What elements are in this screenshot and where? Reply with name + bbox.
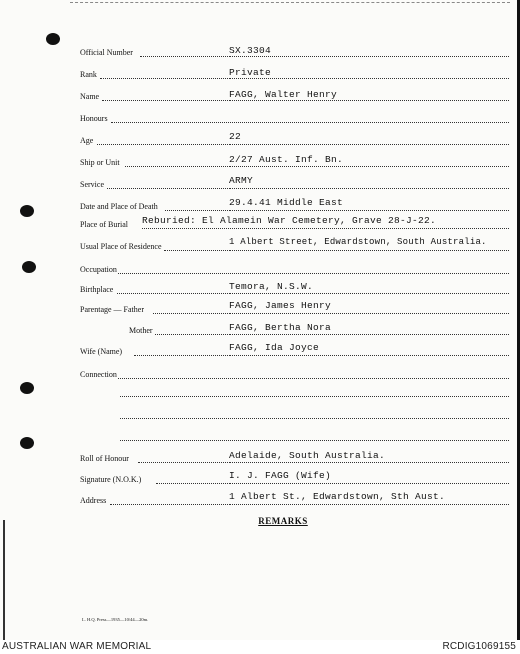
field-label: Address bbox=[80, 496, 107, 505]
dotted-line bbox=[110, 504, 228, 505]
punch-hole-icon bbox=[20, 382, 34, 394]
field-occupation bbox=[0, 263, 520, 277]
field-label: Honours bbox=[80, 114, 108, 123]
dotted-line bbox=[229, 355, 509, 356]
footer-source: AUSTRALIAN WAR MEMORIAL bbox=[2, 641, 152, 652]
remarks-heading: REMARKS bbox=[258, 516, 308, 526]
dotted-line bbox=[102, 100, 228, 101]
dotted-line bbox=[229, 188, 509, 189]
dotted-line bbox=[153, 313, 228, 314]
field-label: Connection bbox=[80, 370, 117, 379]
field-value: 22 bbox=[229, 131, 242, 142]
dotted-line bbox=[229, 334, 509, 335]
field-wife bbox=[0, 342, 520, 359]
punch-hole-icon bbox=[20, 437, 34, 449]
field-label: Place of Burial bbox=[80, 220, 128, 229]
field-value: FAGG, Bertha Nora bbox=[229, 322, 332, 333]
field-ship-or-unit bbox=[0, 156, 520, 170]
field-date-place-death bbox=[0, 197, 520, 214]
field-label: Birthplace bbox=[80, 285, 114, 294]
punch-hole-icon bbox=[46, 33, 60, 45]
field-signature bbox=[0, 470, 520, 487]
dotted-line bbox=[134, 355, 228, 356]
field-label: Occupation bbox=[80, 265, 117, 274]
dotted-line bbox=[156, 483, 228, 484]
field-address bbox=[0, 491, 520, 508]
top-edge-marks bbox=[70, 2, 510, 6]
field-value: Private bbox=[229, 67, 272, 78]
footer-record-id: RCDIG1069155 bbox=[442, 641, 516, 652]
field-value: FAGG, Walter Henry bbox=[229, 89, 338, 100]
dotted-line bbox=[164, 250, 228, 251]
dotted-line bbox=[229, 462, 509, 463]
dotted-line bbox=[118, 273, 509, 274]
field-roll-of-honour bbox=[0, 452, 520, 466]
printer-note: L. H.Q. Press—1935—10/44—20m. bbox=[82, 617, 149, 622]
dotted-line bbox=[229, 293, 509, 294]
field-value: Temora, N.S.W. bbox=[229, 281, 314, 292]
scan-edge-left bbox=[3, 520, 5, 640]
dotted-line bbox=[165, 210, 228, 211]
dotted-line bbox=[229, 166, 509, 167]
field-value: Adelaide, South Australia. bbox=[229, 450, 386, 461]
field-value: Reburied: El Alamein War Cemetery, Grave 28-J-22. bbox=[142, 215, 437, 226]
field-label: Name bbox=[80, 92, 100, 101]
field-honours bbox=[0, 112, 520, 126]
field-value: FAGG, Ida Joyce bbox=[229, 342, 320, 353]
dotted-line bbox=[140, 56, 228, 57]
field-value: SX.3304 bbox=[229, 45, 272, 56]
field-label: Age bbox=[80, 136, 94, 145]
dotted-line bbox=[120, 440, 509, 441]
field-name bbox=[0, 90, 520, 104]
dotted-line bbox=[229, 210, 509, 211]
field-official-number bbox=[0, 46, 520, 60]
field-value: FAGG, James Henry bbox=[229, 300, 332, 311]
field-service bbox=[0, 175, 520, 192]
dotted-line bbox=[229, 250, 509, 251]
field-value: 1 Albert St., Edwardstown, Sth Aust. bbox=[229, 491, 446, 502]
field-value: 2/27 Aust. Inf. Bn. bbox=[229, 154, 344, 165]
field-label: Official Number bbox=[80, 48, 133, 57]
field-age bbox=[0, 131, 520, 148]
dotted-line bbox=[125, 166, 228, 167]
dotted-line bbox=[107, 188, 228, 189]
dotted-line bbox=[120, 396, 509, 397]
dotted-line bbox=[111, 122, 509, 123]
dotted-line bbox=[229, 56, 509, 57]
dotted-line bbox=[155, 334, 228, 335]
field-label: Parentage — Father bbox=[80, 305, 144, 314]
field-label: Signature (N.O.K.) bbox=[80, 475, 142, 484]
field-mother bbox=[0, 324, 520, 338]
dotted-line bbox=[229, 313, 509, 314]
field-usual-residence bbox=[0, 237, 520, 254]
dotted-line bbox=[118, 378, 509, 379]
dotted-line bbox=[97, 144, 228, 145]
dotted-line bbox=[229, 100, 509, 101]
field-birthplace bbox=[0, 283, 520, 297]
field-rank bbox=[0, 68, 520, 82]
field-value: ARMY bbox=[229, 175, 254, 186]
field-value: I. J. FAGG (Wife) bbox=[229, 470, 332, 481]
dotted-line bbox=[117, 293, 228, 294]
field-label: Roll of Honour bbox=[80, 454, 129, 463]
field-value: 1 Albert Street, Edwardstown, South Australia. bbox=[229, 237, 487, 247]
field-label: Wife (Name) bbox=[80, 347, 123, 356]
field-label: Service bbox=[80, 180, 104, 189]
field-place-of-burial bbox=[0, 215, 520, 232]
archive-footer bbox=[0, 640, 520, 654]
field-connection bbox=[0, 368, 520, 382]
field-father bbox=[0, 300, 520, 317]
dotted-line bbox=[120, 418, 509, 419]
dotted-line bbox=[142, 228, 509, 229]
field-label: Usual Place of Residence bbox=[80, 242, 162, 251]
field-label: Ship or Unit bbox=[80, 158, 120, 167]
dotted-line bbox=[229, 483, 509, 484]
dotted-line bbox=[229, 78, 509, 79]
field-label: Date and Place of Death bbox=[80, 202, 158, 211]
dotted-line bbox=[229, 504, 509, 505]
dotted-line bbox=[229, 144, 509, 145]
field-label: Rank bbox=[80, 70, 97, 79]
dotted-line bbox=[100, 78, 228, 79]
field-value: 29.4.41 Middle East bbox=[229, 197, 344, 208]
dotted-line bbox=[138, 462, 228, 463]
field-label: Mother bbox=[129, 326, 153, 335]
